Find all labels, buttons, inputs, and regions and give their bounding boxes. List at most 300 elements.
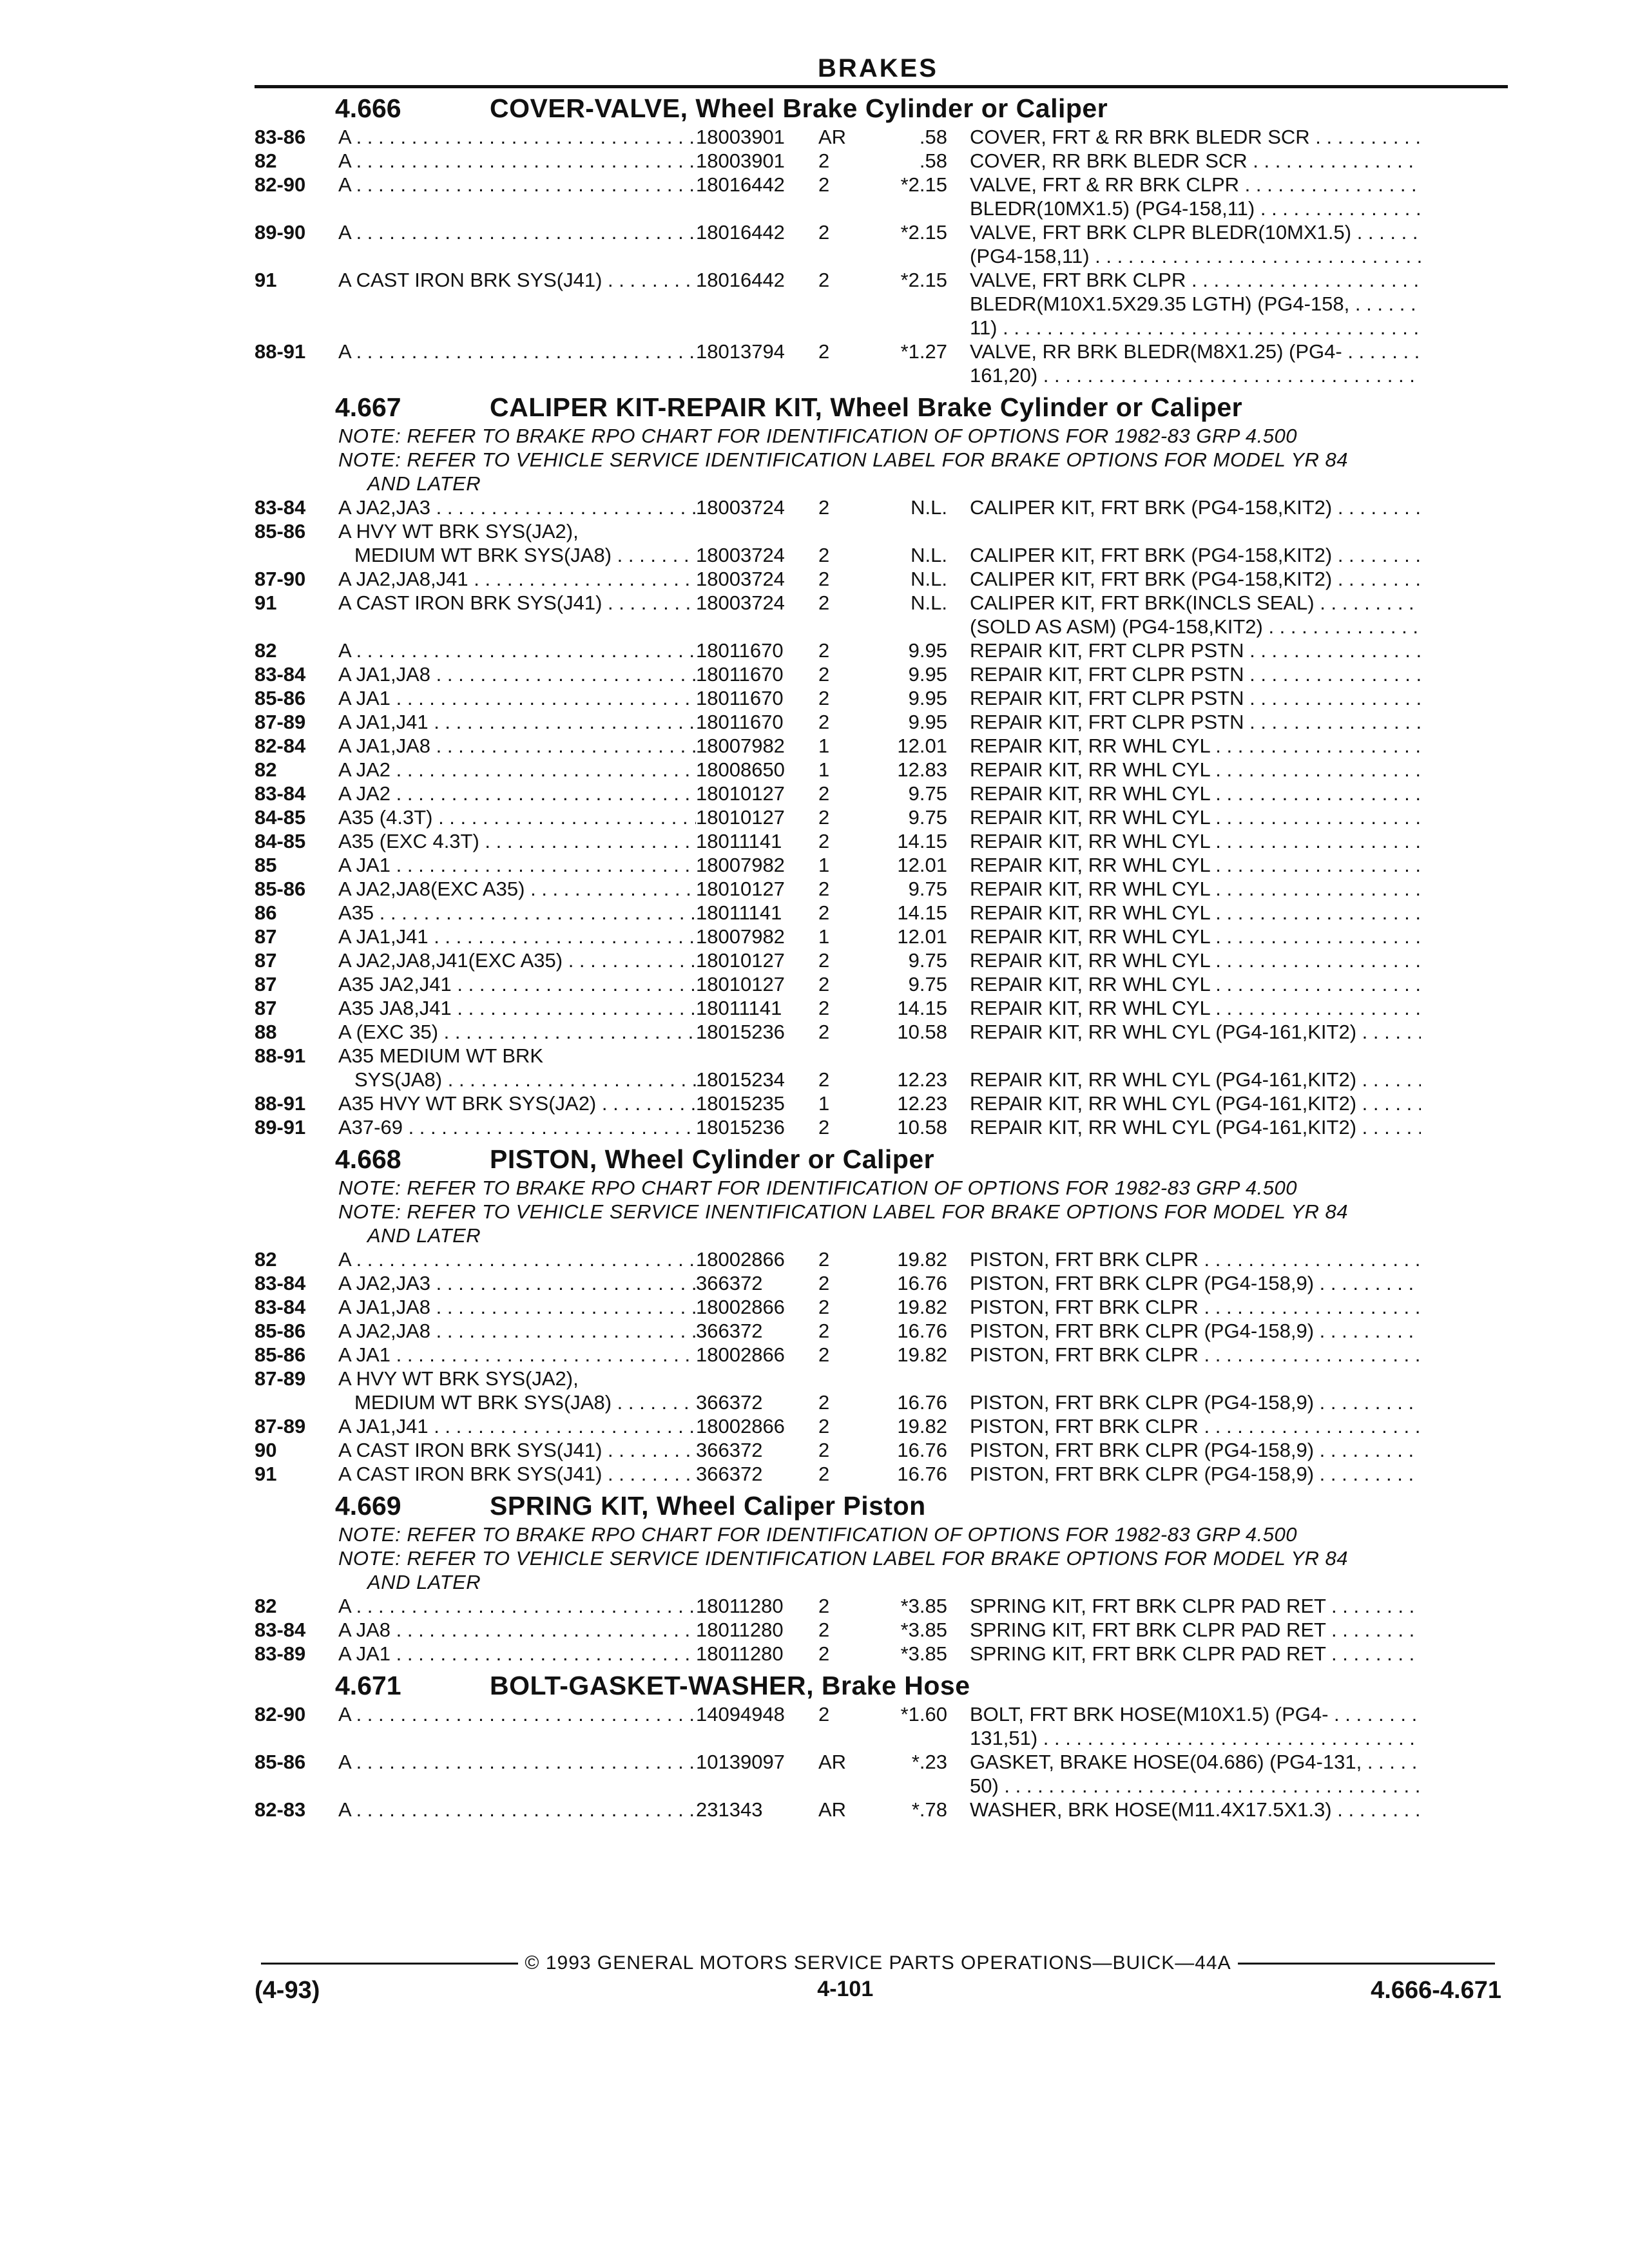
model-years: 83-86 bbox=[255, 126, 306, 148]
application: A35 HVY WT BRK SYS(JA2) . . . bbox=[338, 1091, 696, 1115]
description: REPAIR KIT, FRT CLPR PSTN . . . bbox=[970, 639, 1421, 662]
model-years: 82 bbox=[255, 149, 277, 172]
quantity: 2 bbox=[818, 1021, 830, 1043]
description: REPAIR KIT, RR WHL CYL . . . bbox=[970, 901, 1421, 925]
parts-row bbox=[255, 710, 1501, 734]
section-note: AND LATER bbox=[367, 1571, 481, 1593]
price: 9.95 bbox=[908, 711, 947, 733]
parts-row bbox=[255, 901, 1501, 925]
quantity: 2 bbox=[818, 1116, 830, 1139]
application: A . . . bbox=[338, 1702, 696, 1726]
part-number: 10139097 bbox=[696, 1751, 785, 1773]
part-number bbox=[696, 197, 818, 220]
price: 9.75 bbox=[908, 806, 947, 829]
description: 50) . . . bbox=[970, 1774, 1421, 1798]
part-number: 18010127 bbox=[696, 878, 785, 900]
parts-row bbox=[255, 1774, 1501, 1798]
part-number: 366372 bbox=[696, 1391, 763, 1414]
part-number: 18002866 bbox=[696, 1296, 785, 1318]
parts-row bbox=[255, 1438, 1501, 1462]
application: A JA1,J41 . . . bbox=[338, 1414, 696, 1438]
description: REPAIR KIT, RR WHL CYL . . . bbox=[970, 805, 1421, 829]
model-years: 85-86 bbox=[255, 878, 306, 900]
application: A JA8 . . . bbox=[338, 1618, 696, 1642]
parts-row bbox=[255, 519, 1501, 543]
application: A . . . bbox=[338, 1594, 696, 1618]
quantity: 2 bbox=[818, 1619, 830, 1641]
quantity: 2 bbox=[818, 1439, 830, 1461]
parts-row bbox=[255, 1642, 1501, 1666]
model-years: 87-90 bbox=[255, 568, 306, 590]
parts-row bbox=[255, 1726, 1501, 1750]
sections-container bbox=[255, 93, 1501, 1821]
parts-row bbox=[255, 615, 1501, 639]
model-years: 82 bbox=[255, 639, 277, 662]
parts-row bbox=[255, 1020, 1501, 1044]
parts-row bbox=[255, 567, 1501, 591]
part-number: 18011141 bbox=[696, 901, 782, 924]
parts-row bbox=[255, 1367, 1501, 1390]
parts-row bbox=[255, 363, 1501, 387]
model-years: 87-89 bbox=[255, 1367, 306, 1390]
price bbox=[870, 244, 970, 268]
part-number bbox=[696, 244, 818, 268]
model-years bbox=[255, 363, 338, 387]
price: 9.95 bbox=[908, 639, 947, 662]
description: SPRING KIT, FRT BRK CLPR PAD RET . . . bbox=[970, 1594, 1421, 1618]
price: 10.58 bbox=[897, 1116, 947, 1139]
parts-row bbox=[255, 1091, 1501, 1115]
description: (PG4-158,11) . . . bbox=[970, 244, 1421, 268]
price: *1.27 bbox=[900, 340, 947, 363]
price: 14.15 bbox=[897, 830, 947, 852]
model-years: 85-86 bbox=[255, 1751, 306, 1773]
description: REPAIR KIT, FRT CLPR PSTN . . . bbox=[970, 662, 1421, 686]
application: A . . . bbox=[338, 125, 696, 149]
description: REPAIR KIT, RR WHL CYL . . . bbox=[970, 925, 1421, 948]
description: CALIPER KIT, FRT BRK (PG4-158,KIT2) . . . bbox=[970, 495, 1421, 519]
quantity bbox=[818, 615, 870, 639]
quantity: 2 bbox=[818, 1642, 830, 1665]
quantity bbox=[818, 1774, 870, 1798]
part-number: 18011670 bbox=[696, 687, 784, 709]
model-years: 86 bbox=[255, 901, 277, 924]
section-name: COVER-VALVE, Wheel Brake Cylinder or Caliper bbox=[490, 93, 1108, 123]
model-years: 88 bbox=[255, 1021, 277, 1043]
quantity: 1 bbox=[818, 854, 830, 876]
price: 14.15 bbox=[897, 997, 947, 1019]
model-years: 83-84 bbox=[255, 496, 306, 519]
description: PISTON, FRT BRK CLPR (PG4-158,9) . . . bbox=[970, 1390, 1421, 1414]
description: GASKET, BRAKE HOSE(04.686) (PG4-131, . . . bbox=[970, 1750, 1421, 1774]
application: MEDIUM WT BRK SYS(JA8) . . . bbox=[338, 543, 696, 567]
price bbox=[870, 363, 970, 387]
quantity bbox=[818, 363, 870, 387]
model-years: 87 bbox=[255, 925, 277, 948]
part-number: 18010127 bbox=[696, 949, 785, 972]
quantity: 2 bbox=[818, 782, 830, 805]
parts-row bbox=[255, 1319, 1501, 1343]
description: REPAIR KIT, RR WHL CYL . . . bbox=[970, 972, 1421, 996]
application: A JA1,J41 . . . bbox=[338, 925, 696, 948]
application bbox=[338, 244, 696, 268]
part-number: 366372 bbox=[696, 1272, 763, 1294]
part-number: 18003724 bbox=[696, 544, 785, 566]
parts-row bbox=[255, 1247, 1501, 1271]
quantity bbox=[818, 197, 870, 220]
quantity: 2 bbox=[818, 1320, 830, 1342]
description: COVER, RR BRK BLEDR SCR . . . bbox=[970, 149, 1421, 173]
quantity: 2 bbox=[818, 1391, 830, 1414]
application: A JA2 . . . bbox=[338, 758, 696, 782]
price: 12.23 bbox=[897, 1068, 947, 1091]
quantity: 2 bbox=[818, 568, 830, 590]
model-years bbox=[255, 316, 338, 340]
description: PISTON, FRT BRK CLPR (PG4-158,9) . . . bbox=[970, 1462, 1421, 1486]
part-number: 18003901 bbox=[696, 126, 785, 148]
quantity: 2 bbox=[818, 1415, 830, 1437]
application: A JA2,JA3 . . . bbox=[338, 1271, 696, 1295]
section-title bbox=[255, 93, 1501, 124]
header-rule bbox=[255, 85, 1508, 88]
parts-row bbox=[255, 1044, 1501, 1068]
model-years bbox=[255, 244, 338, 268]
price: 19.82 bbox=[897, 1415, 947, 1437]
model-years bbox=[255, 197, 338, 220]
quantity: 2 bbox=[818, 149, 830, 172]
quantity: 2 bbox=[818, 1068, 830, 1091]
price bbox=[870, 519, 970, 543]
part-number bbox=[696, 363, 818, 387]
description: PISTON, FRT BRK CLPR . . . bbox=[970, 1247, 1421, 1271]
price: N.L. bbox=[911, 544, 947, 566]
part-number: 18003724 bbox=[696, 496, 785, 519]
section-number: 4.666 bbox=[335, 93, 401, 123]
parts-row bbox=[255, 316, 1501, 340]
quantity: 2 bbox=[818, 1595, 830, 1617]
part-number: 18011670 bbox=[696, 663, 784, 686]
parts-row bbox=[255, 1414, 1501, 1438]
price: *2.15 bbox=[900, 269, 947, 291]
description: PISTON, FRT BRK CLPR . . . bbox=[970, 1295, 1421, 1319]
section-note: NOTE: REFER TO VEHICLE SERVICE INENTIFICATION LABEL FOR BRAKE OPTIONS FOR MODEL YR 84 bbox=[338, 1200, 1349, 1223]
application: A JA1 . . . bbox=[338, 1343, 696, 1367]
part-number: 18011280 bbox=[696, 1619, 784, 1641]
price: 19.82 bbox=[897, 1296, 947, 1318]
model-years: 82-83 bbox=[255, 1798, 306, 1821]
application: A . . . bbox=[338, 220, 696, 244]
section-note: AND LATER bbox=[367, 472, 481, 495]
application: A35 MEDIUM WT BRK bbox=[338, 1044, 544, 1067]
description: PISTON, FRT BRK CLPR . . . bbox=[970, 1343, 1421, 1367]
price: 16.76 bbox=[897, 1320, 947, 1342]
description: 131,51) . . . bbox=[970, 1726, 1421, 1750]
price: *2.15 bbox=[900, 221, 947, 244]
part-number bbox=[696, 519, 818, 543]
quantity: AR bbox=[818, 126, 847, 148]
price: *.23 bbox=[911, 1751, 947, 1773]
quantity: 2 bbox=[818, 830, 830, 852]
application: A HVY WT BRK SYS(JA2), bbox=[338, 1367, 579, 1390]
application: A37-69 . . . bbox=[338, 1115, 696, 1139]
price bbox=[870, 316, 970, 340]
model-years bbox=[255, 1068, 338, 1091]
quantity: AR bbox=[818, 1798, 847, 1821]
application: A (EXC 35) . . . bbox=[338, 1020, 696, 1044]
part-number: 18007982 bbox=[696, 735, 785, 757]
application bbox=[338, 1726, 696, 1750]
price: *3.85 bbox=[900, 1642, 947, 1665]
quantity: 2 bbox=[818, 1296, 830, 1318]
price: 9.95 bbox=[908, 687, 947, 709]
model-years bbox=[255, 1726, 338, 1750]
section-title bbox=[255, 1144, 1501, 1175]
price: 14.15 bbox=[897, 901, 947, 924]
description: VALVE, FRT BRK CLPR BLEDR(10MX1.5) . . . bbox=[970, 220, 1421, 244]
model-years: 83-89 bbox=[255, 1642, 306, 1665]
part-number: 18011670 bbox=[696, 711, 784, 733]
model-years: 85-86 bbox=[255, 687, 306, 709]
application bbox=[338, 1774, 696, 1798]
description: (SOLD AS ASM) (PG4-158,KIT2) . . . bbox=[970, 615, 1421, 639]
application: A . . . bbox=[338, 1798, 696, 1821]
part-number: 18003724 bbox=[696, 568, 785, 590]
part-number: 18016442 bbox=[696, 173, 785, 196]
footer-rule-left bbox=[261, 1963, 518, 1965]
parts-row bbox=[255, 268, 1501, 292]
application: A JA1 . . . bbox=[338, 686, 696, 710]
parts-row bbox=[255, 925, 1501, 948]
part-number: 18003724 bbox=[696, 591, 785, 614]
part-number: 366372 bbox=[696, 1439, 763, 1461]
parts-row bbox=[255, 877, 1501, 901]
description: COVER, FRT & RR BRK BLEDR SCR . . . bbox=[970, 125, 1421, 149]
description: PISTON, FRT BRK CLPR (PG4-158,9) . . . bbox=[970, 1271, 1421, 1295]
application: A CAST IRON BRK SYS(J41) . . . bbox=[338, 591, 696, 615]
description: REPAIR KIT, RR WHL CYL . . . bbox=[970, 734, 1421, 758]
model-years bbox=[255, 1390, 338, 1414]
part-number: 18011141 bbox=[696, 830, 782, 852]
application: A JA1,JA8 . . . bbox=[338, 662, 696, 686]
quantity: 2 bbox=[818, 997, 830, 1019]
model-years: 82-84 bbox=[255, 735, 306, 757]
price: 19.82 bbox=[897, 1343, 947, 1366]
parts-row bbox=[255, 1068, 1501, 1091]
price: *3.85 bbox=[900, 1595, 947, 1617]
description: VALVE, FRT BRK CLPR . . . bbox=[970, 268, 1421, 292]
application: A CAST IRON BRK SYS(J41) . . . bbox=[338, 268, 696, 292]
quantity: 1 bbox=[818, 925, 830, 948]
parts-row bbox=[255, 782, 1501, 805]
model-years: 83-84 bbox=[255, 663, 306, 686]
description: BOLT, FRT BRK HOSE(M10X1.5) (PG4- . . . bbox=[970, 1702, 1421, 1726]
quantity bbox=[818, 1367, 870, 1390]
price: 12.23 bbox=[897, 1092, 947, 1115]
quantity: 1 bbox=[818, 758, 830, 781]
parts-row bbox=[255, 340, 1501, 363]
part-number: 18010127 bbox=[696, 806, 785, 829]
model-years: 88-91 bbox=[255, 1092, 306, 1115]
parts-row bbox=[255, 292, 1501, 316]
section-name: PISTON, Wheel Cylinder or Caliper bbox=[490, 1144, 935, 1174]
price bbox=[870, 1726, 970, 1750]
application: A JA2,JA8(EXC A35) . . . bbox=[338, 877, 696, 901]
section-note: NOTE: REFER TO VEHICLE SERVICE IDENTIFICATION LABEL FOR BRAKE OPTIONS FOR MODEL YR 84 bbox=[338, 1547, 1349, 1570]
quantity: 2 bbox=[818, 173, 830, 196]
description: PISTON, FRT BRK CLPR . . . bbox=[970, 1414, 1421, 1438]
quantity: 2 bbox=[818, 711, 830, 733]
application bbox=[338, 363, 696, 387]
description: REPAIR KIT, RR WHL CYL . . . bbox=[970, 829, 1421, 853]
description: CALIPER KIT, FRT BRK (PG4-158,KIT2) . . . bbox=[970, 567, 1421, 591]
parts-row bbox=[255, 149, 1501, 173]
application bbox=[338, 615, 696, 639]
description: REPAIR KIT, RR WHL CYL . . . bbox=[970, 853, 1421, 877]
model-years: 84-85 bbox=[255, 806, 306, 829]
application bbox=[338, 316, 696, 340]
model-years: 87-89 bbox=[255, 1415, 306, 1437]
part-number: 14094948 bbox=[696, 1703, 785, 1725]
part-number bbox=[696, 316, 818, 340]
parts-row bbox=[255, 1390, 1501, 1414]
part-number: 18010127 bbox=[696, 973, 785, 995]
parts-row bbox=[255, 197, 1501, 220]
part-number: 366372 bbox=[696, 1463, 763, 1485]
price: 12.01 bbox=[897, 925, 947, 948]
parts-row bbox=[255, 1271, 1501, 1295]
description: WASHER, BRK HOSE(M11.4X17.5X1.3) . . . bbox=[970, 1798, 1421, 1821]
description: REPAIR KIT, RR WHL CYL (PG4-161,KIT2) . . . bbox=[970, 1091, 1421, 1115]
section-number: 4.669 bbox=[335, 1491, 401, 1521]
part-number: 18010127 bbox=[696, 782, 785, 805]
description: VALVE, FRT & RR BRK CLPR . . . bbox=[970, 173, 1421, 197]
parts-row bbox=[255, 853, 1501, 877]
price: 9.95 bbox=[908, 663, 947, 686]
description: CALIPER KIT, FRT BRK (PG4-158,KIT2) . . . bbox=[970, 543, 1421, 567]
quantity: 2 bbox=[818, 496, 830, 519]
price: 9.75 bbox=[908, 782, 947, 805]
quantity bbox=[818, 1044, 870, 1068]
parts-row bbox=[255, 829, 1501, 853]
parts-row bbox=[255, 734, 1501, 758]
description bbox=[970, 1044, 1421, 1068]
section-name: CALIPER KIT-REPAIR KIT, Wheel Brake Cylinder or Caliper bbox=[490, 392, 1243, 422]
model-years: 87 bbox=[255, 997, 277, 1019]
model-years: 83-84 bbox=[255, 782, 306, 805]
model-years: 88-91 bbox=[255, 1044, 306, 1067]
parts-row bbox=[255, 662, 1501, 686]
parts-row bbox=[255, 591, 1501, 615]
description: REPAIR KIT, RR WHL CYL (PG4-161,KIT2) . . . bbox=[970, 1068, 1421, 1091]
model-years: 83-84 bbox=[255, 1296, 306, 1318]
application: A JA2,JA8 . . . bbox=[338, 1319, 696, 1343]
model-years: 89-90 bbox=[255, 221, 306, 244]
parts-catalog-page bbox=[255, 52, 1501, 1821]
price: 19.82 bbox=[897, 1248, 947, 1271]
description: PISTON, FRT BRK CLPR (PG4-158,9) . . . bbox=[970, 1438, 1421, 1462]
model-years: 91 bbox=[255, 591, 277, 614]
section-note: NOTE: REFER TO VEHICLE SERVICE IDENTIFICATION LABEL FOR BRAKE OPTIONS FOR MODEL YR 84 bbox=[338, 448, 1349, 471]
description: REPAIR KIT, RR WHL CYL . . . bbox=[970, 996, 1421, 1020]
quantity: 2 bbox=[818, 663, 830, 686]
section-number: 4.668 bbox=[335, 1144, 401, 1174]
parts-row bbox=[255, 1594, 1501, 1618]
parts-row bbox=[255, 948, 1501, 972]
description bbox=[970, 519, 1421, 543]
footer-date-code: (4-93) bbox=[255, 1977, 320, 2004]
price: 10.58 bbox=[897, 1021, 947, 1043]
description: REPAIR KIT, RR WHL CYL . . . bbox=[970, 758, 1421, 782]
description: SPRING KIT, FRT BRK CLPR PAD RET . . . bbox=[970, 1642, 1421, 1666]
price: 16.76 bbox=[897, 1391, 947, 1414]
model-years: 87 bbox=[255, 973, 277, 995]
application: A . . . bbox=[338, 340, 696, 363]
quantity: AR bbox=[818, 1751, 847, 1773]
description: REPAIR KIT, RR WHL CYL (PG4-161,KIT2) . . . bbox=[970, 1020, 1421, 1044]
application: A JA1 . . . bbox=[338, 853, 696, 877]
part-number bbox=[696, 292, 818, 316]
description: PISTON, FRT BRK CLPR (PG4-158,9) . . . bbox=[970, 1319, 1421, 1343]
application: A35 JA2,J41 . . . bbox=[338, 972, 696, 996]
price: 12.83 bbox=[897, 758, 947, 781]
model-years: 83-84 bbox=[255, 1619, 306, 1641]
page-header: BRAKES bbox=[818, 54, 938, 82]
part-number: 18002866 bbox=[696, 1343, 785, 1366]
model-years: 82 bbox=[255, 1595, 277, 1617]
parts-row bbox=[255, 996, 1501, 1020]
quantity: 2 bbox=[818, 639, 830, 662]
quantity bbox=[818, 1726, 870, 1750]
description: VALVE, RR BRK BLEDR(M8X1.25) (PG4- . . . bbox=[970, 340, 1421, 363]
model-years: 85-86 bbox=[255, 1343, 306, 1366]
footer-page-number: 4-101 bbox=[817, 1977, 874, 2001]
quantity: 2 bbox=[818, 973, 830, 995]
description: REPAIR KIT, FRT CLPR PSTN . . . bbox=[970, 710, 1421, 734]
application: A JA1,J41 . . . bbox=[338, 710, 696, 734]
section-note: NOTE: REFER TO BRAKE RPO CHART FOR IDENTIFICATION OF OPTIONS FOR 1982-83 GRP 4.500 bbox=[338, 1523, 1297, 1546]
part-number: 18015234 bbox=[696, 1068, 785, 1091]
part-number bbox=[696, 1726, 818, 1750]
part-number: 231343 bbox=[696, 1798, 763, 1821]
price: *.78 bbox=[911, 1798, 947, 1821]
application: A JA2,JA8,J41 . . . bbox=[338, 567, 696, 591]
price: *3.85 bbox=[900, 1619, 947, 1641]
price: 16.76 bbox=[897, 1439, 947, 1461]
parts-row bbox=[255, 639, 1501, 662]
part-number: 18011280 bbox=[696, 1595, 784, 1617]
model-years: 90 bbox=[255, 1439, 277, 1461]
footer-range: 4.666-4.671 bbox=[1371, 1977, 1501, 2004]
section-name: SPRING KIT, Wheel Caliper Piston bbox=[490, 1491, 926, 1521]
application: A . . . bbox=[338, 1750, 696, 1774]
price bbox=[870, 1774, 970, 1798]
parts-row bbox=[255, 1295, 1501, 1319]
quantity: 2 bbox=[818, 806, 830, 829]
quantity bbox=[818, 244, 870, 268]
model-years: 82 bbox=[255, 1248, 277, 1271]
description: REPAIR KIT, FRT CLPR PSTN . . . bbox=[970, 686, 1421, 710]
description: BLEDR(10MX1.5) (PG4-158,11) . . . bbox=[970, 197, 1421, 220]
price: 16.76 bbox=[897, 1272, 947, 1294]
part-number: 18011141 bbox=[696, 997, 782, 1019]
quantity: 2 bbox=[818, 1343, 830, 1366]
price: N.L. bbox=[911, 591, 947, 614]
application: MEDIUM WT BRK SYS(JA8) . . . bbox=[338, 1390, 696, 1414]
application: A35 (4.3T) . . . bbox=[338, 805, 696, 829]
parts-row bbox=[255, 543, 1501, 567]
application: A JA2 . . . bbox=[338, 782, 696, 805]
description: REPAIR KIT, RR WHL CYL . . . bbox=[970, 782, 1421, 805]
